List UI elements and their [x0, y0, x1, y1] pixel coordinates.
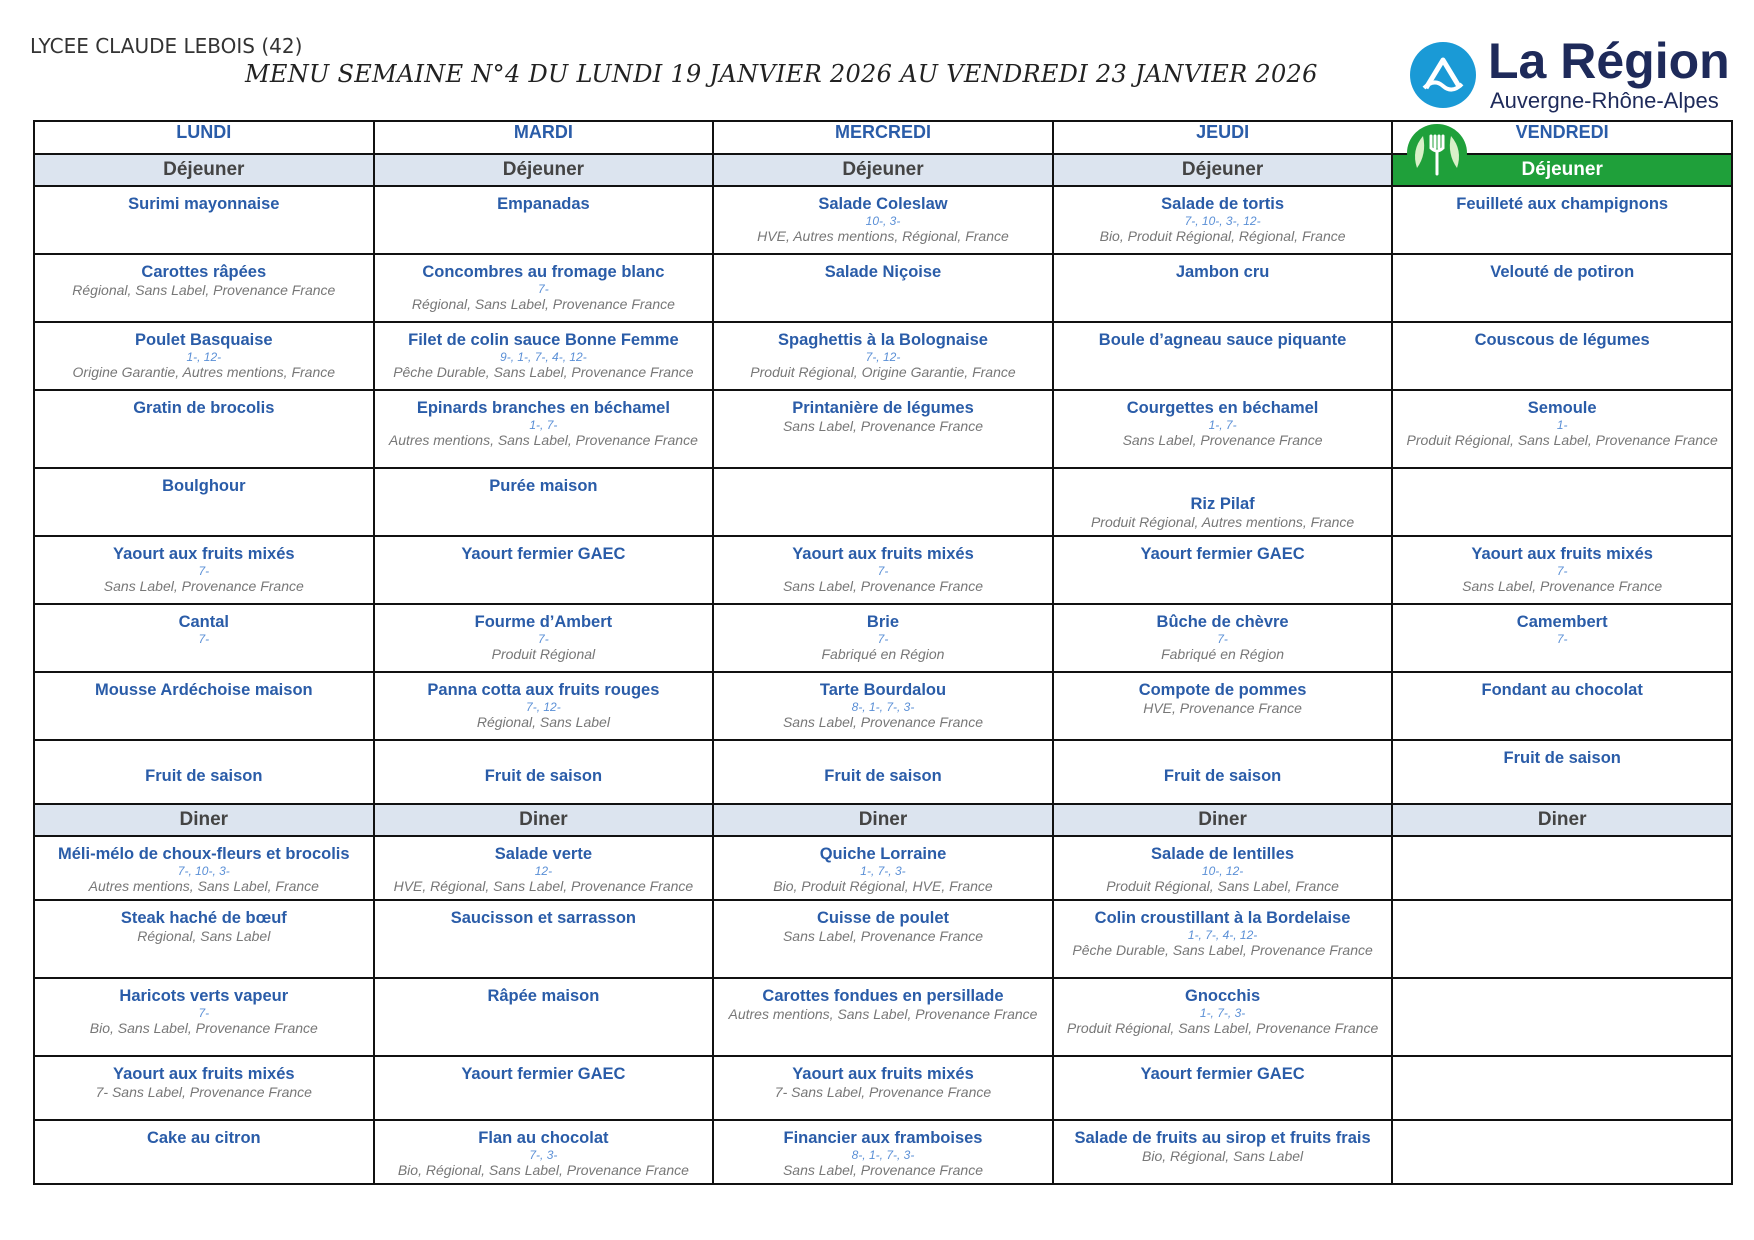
- region-logo: [1410, 33, 1740, 118]
- menu-cell: [713, 468, 1053, 536]
- dish-name: Salade de fruits au sirop et fruits frais: [1074, 1129, 1371, 1147]
- dish-name: Filet de colin sauce Bonne Femme: [408, 331, 679, 349]
- dish-name: Yaourt fermier GAEC: [1140, 545, 1305, 563]
- allergens: 8-, 1-, 7-, 3-: [851, 1148, 915, 1162]
- dinner-course-row: [34, 1120, 1732, 1184]
- dish-name: Gratin de brocolis: [133, 399, 275, 417]
- dinner-section-row: [34, 804, 1732, 836]
- dish-name: Yaourt aux fruits mixés: [1471, 545, 1653, 563]
- menu-cell: [1392, 740, 1732, 804]
- menu-cell: [713, 836, 1053, 900]
- menu-cell: [34, 1120, 374, 1184]
- menu-cell: [713, 186, 1053, 254]
- dish-name: Salade de tortis: [1161, 195, 1285, 213]
- menu-cell: [1053, 186, 1393, 254]
- menu-cell: [1053, 1120, 1393, 1184]
- menu-cell: [713, 1120, 1053, 1184]
- dinner-label: Diner: [34, 804, 374, 836]
- origin-labels: Bio, Régional, Sans Label: [1142, 1148, 1304, 1164]
- allergens: 10-, 3-: [865, 214, 901, 228]
- origin-labels: Régional, Sans Label, Provenance France: [72, 282, 336, 298]
- menu-cell: [1053, 468, 1393, 536]
- menu-cell: [34, 604, 374, 672]
- allergens: 1-, 7-, 3-: [1199, 1006, 1246, 1020]
- origin-labels: Sans Label, Provenance France: [782, 928, 983, 944]
- region-logo-subtitle: Auvergne-Rhône-Alpes: [1490, 88, 1719, 113]
- dish-name: Carottes fondues en persillade: [762, 987, 1004, 1005]
- dish-name: Yaourt aux fruits mixés: [113, 1065, 295, 1083]
- dish-name: Fruit de saison: [145, 767, 263, 785]
- menu-cell: [34, 254, 374, 322]
- dish-name: Salade Coleslaw: [818, 195, 948, 213]
- dish-name: Carottes râpées: [141, 263, 267, 281]
- allergens: 1-, 12-: [186, 350, 222, 364]
- menu-cell: [374, 186, 714, 254]
- menu-cell: [1392, 978, 1732, 1056]
- lunch-course-row: [34, 186, 1732, 254]
- menu-cell: [1053, 536, 1393, 604]
- origin-labels: HVE, Régional, Sans Label, Provenance France: [393, 878, 694, 894]
- dinner-label: Diner: [1053, 804, 1393, 836]
- menu-cell: [34, 900, 374, 978]
- menu-cell: [1392, 1120, 1732, 1184]
- allergens: 7-, 3-: [529, 1148, 558, 1162]
- menu-cell: [1053, 322, 1393, 390]
- day-header-mercredi: MERCREDI: [713, 121, 1053, 154]
- dish-name: Bûche de chèvre: [1156, 613, 1289, 631]
- dish-name: Yaourt aux fruits mixés: [792, 545, 974, 563]
- dish-name: Yaourt fermier GAEC: [461, 545, 626, 563]
- origin-labels: Origine Garantie, Autres mentions, France: [72, 364, 336, 380]
- menu-cell: [34, 390, 374, 468]
- menu-cell: [1392, 322, 1732, 390]
- day-header-jeudi: JEUDI: [1053, 121, 1393, 154]
- dish-name: Cantal: [178, 613, 230, 631]
- dish-name: Fruit de saison: [824, 767, 942, 785]
- dish-name: Fondant au chocolat: [1481, 681, 1643, 699]
- dish-name: Semoule: [1527, 399, 1597, 417]
- origin-labels: Bio, Régional, Sans Label, Provenance France: [397, 1162, 689, 1178]
- menu-table: [33, 120, 1733, 1185]
- dish-name: Panna cotta aux fruits rouges: [427, 681, 660, 699]
- dish-name: Epinards branches en béchamel: [416, 399, 670, 417]
- dish-name: Brie: [866, 613, 900, 631]
- allergens: 7-: [198, 564, 210, 578]
- lunch-course-row: [34, 468, 1732, 536]
- dish-name: Feuilleté aux champignons: [1456, 195, 1669, 213]
- dinner-course-row: [34, 836, 1732, 900]
- dish-name: Yaourt aux fruits mixés: [113, 545, 295, 563]
- school-name: LYCEE CLAUDE LEBOIS (42): [30, 34, 303, 58]
- menu-cell: [374, 1120, 714, 1184]
- menu-title: MENU SEMAINE N°4 DU LUNDI 19 JANVIER 2026 AU VENDREDI 23 JANVIER 2026: [245, 60, 1318, 88]
- allergens: 7-: [198, 632, 210, 646]
- dish-name: Velouté de potiron: [1490, 263, 1635, 281]
- origin-labels: Fabriqué en Région: [821, 646, 945, 662]
- lunch-course-row: [34, 254, 1732, 322]
- menu-cell: [374, 322, 714, 390]
- origin-labels: Produit Régional, Sans Label, France: [1106, 878, 1339, 894]
- allergens: 7-, 12-: [526, 700, 561, 714]
- menu-cell: [1392, 254, 1732, 322]
- menu-cell: [713, 390, 1053, 468]
- origin-labels: Pêche Durable, Sans Label, Provenance France: [1072, 942, 1373, 958]
- dinner-course-row: [34, 978, 1732, 1056]
- allergens: 1-, 7-, 3-: [860, 864, 906, 878]
- dinner-label: Diner: [713, 804, 1053, 836]
- menu-cell: [34, 322, 374, 390]
- dish-name: Yaourt fermier GAEC: [1140, 1065, 1305, 1083]
- menu-cell: [1392, 604, 1732, 672]
- allergens: 7-: [1217, 632, 1228, 646]
- origin-labels: Sans Label, Provenance France: [782, 714, 983, 730]
- menu-cell: [1053, 900, 1393, 978]
- menu-cell: [713, 322, 1053, 390]
- dish-name: Empanadas: [497, 195, 590, 213]
- dish-name: Courgettes en béchamel: [1126, 399, 1319, 417]
- dish-name: Yaourt fermier GAEC: [461, 1065, 626, 1083]
- lunch-course-row: [34, 672, 1732, 740]
- allergens: 10-, 12-: [1201, 864, 1244, 878]
- day-header-mardi: MARDI: [374, 121, 714, 154]
- origin-labels: Bio, Produit Régional, HVE, France: [773, 878, 993, 894]
- menu-cell: [1392, 390, 1732, 468]
- menu-cell: [1392, 186, 1732, 254]
- allergens: 7-, 10-, 3-: [177, 864, 230, 878]
- vegetarian-fork-icon: [1407, 124, 1467, 182]
- dish-name: Flan au chocolat: [478, 1129, 609, 1147]
- origin-labels: Sans Label, Provenance France: [782, 578, 983, 594]
- menu-cell: [1053, 254, 1393, 322]
- menu-cell: [1392, 468, 1732, 536]
- allergens: 9-, 1-, 7-, 4-, 12-: [500, 350, 587, 364]
- dish-name: Surimi mayonnaise: [128, 195, 280, 213]
- menu-cell: [713, 536, 1053, 604]
- dish-name: Mousse Ardéchoise maison: [94, 681, 313, 699]
- menu-cell: [374, 390, 714, 468]
- allergens: 7-: [1556, 632, 1568, 646]
- allergens: 7-: [198, 1006, 210, 1020]
- menu-cell: [1392, 1056, 1732, 1120]
- menu-cell: [374, 468, 714, 536]
- menu-cell: [713, 604, 1053, 672]
- dinner-course-row: [34, 1056, 1732, 1120]
- dish-name: Couscous de légumes: [1474, 331, 1650, 349]
- origin-labels: Bio, Produit Régional, Régional, France: [1099, 228, 1346, 244]
- menu-cell: [713, 1056, 1053, 1120]
- day-header-vendredi: VENDREDI: [1392, 121, 1732, 154]
- menu-cell: [34, 836, 374, 900]
- menu-cell: [374, 900, 714, 978]
- dish-name: Poulet Basquaise: [135, 331, 273, 349]
- menu-cell: [34, 1056, 374, 1120]
- menu-cell: [374, 836, 714, 900]
- origin-labels: Sans Label, Provenance France: [103, 578, 304, 594]
- menu-cell: [1053, 604, 1393, 672]
- menu-cell: [374, 1056, 714, 1120]
- dish-name: Salade verte: [494, 845, 592, 863]
- lunch-course-row: [34, 536, 1732, 604]
- allergens: 7-: [877, 564, 889, 578]
- menu-cell: [1053, 390, 1393, 468]
- dish-name: Saucisson et sarrasson: [450, 909, 637, 927]
- allergens: 1-, 7-, 4-, 12-: [1187, 928, 1258, 942]
- origin-labels: Produit Régional: [491, 646, 596, 662]
- dish-name: Tarte Bourdalou: [819, 681, 947, 699]
- dish-name: Concombres au fromage blanc: [422, 263, 665, 281]
- menu-cell: [1392, 900, 1732, 978]
- menu-cell: [1053, 836, 1393, 900]
- dish-name: Fruit de saison: [484, 767, 603, 785]
- menu-cell: [34, 186, 374, 254]
- origin-labels: Autres mentions, Sans Label, France: [88, 878, 319, 894]
- menu-cell: [34, 740, 374, 804]
- origin-labels: Régional, Sans Label, Provenance France: [411, 296, 675, 312]
- lunch-section-row: [34, 154, 1732, 186]
- lunch-label: Déjeuner: [1053, 154, 1393, 186]
- dish-name: Colin croustillant à la Bordelaise: [1094, 909, 1351, 927]
- lunch-course-row: [34, 604, 1732, 672]
- dish-name: Purée maison: [489, 477, 598, 495]
- dish-name: Spaghettis à la Bolognaise: [778, 331, 988, 349]
- origin-labels: Produit Régional, Sans Label, Provenance France: [1066, 1020, 1379, 1036]
- origin-labels: HVE, Autres mentions, Régional, France: [757, 228, 1009, 244]
- menu-cell: [374, 672, 714, 740]
- origin-labels: Autres mentions, Sans Label, Provenance France: [388, 432, 698, 448]
- allergens: 12-: [534, 864, 553, 878]
- menu-cell: [713, 672, 1053, 740]
- dish-name: Jambon cru: [1175, 263, 1270, 281]
- lunch-label: Déjeuner: [713, 154, 1053, 186]
- allergens: 7-, 10-, 3-, 12-: [1184, 214, 1261, 228]
- origin-labels: Sans Label, Provenance France: [782, 418, 983, 434]
- menu-cell: [1053, 740, 1393, 804]
- origin-labels: Pêche Durable, Sans Label, Provenance France: [393, 364, 694, 380]
- origin-labels: Bio, Sans Label, Provenance France: [89, 1020, 318, 1036]
- menu-cell: [713, 740, 1053, 804]
- menu-cell: [713, 900, 1053, 978]
- lunch-course-row: [34, 740, 1732, 804]
- allergens: 1-, 7-: [529, 418, 558, 432]
- menu-cell: [374, 740, 714, 804]
- dish-name: Cake au citron: [146, 1129, 261, 1147]
- menu-cell: [713, 254, 1053, 322]
- origin-labels: Sans Label, Provenance France: [782, 1162, 983, 1178]
- menu-cell: [1392, 672, 1732, 740]
- dish-name: Gnocchis: [1184, 987, 1261, 1005]
- dish-name: Boule d’agneau sauce piquante: [1098, 331, 1347, 349]
- dinner-label: Diner: [374, 804, 714, 836]
- dish-name: Salade Niçoise: [824, 263, 942, 281]
- day-header-lundi: LUNDI: [34, 121, 374, 154]
- lunch-course-row: [34, 322, 1732, 390]
- menu-cell: [374, 536, 714, 604]
- dish-name: Financier aux framboises: [783, 1129, 983, 1147]
- region-logo-name: La Région: [1488, 33, 1730, 89]
- origin-labels: HVE, Provenance France: [1143, 700, 1302, 716]
- origin-labels: 7- Sans Label, Provenance France: [95, 1084, 312, 1100]
- origin-labels: Fabriqué en Région: [1161, 646, 1285, 662]
- dish-name: Râpée maison: [487, 987, 600, 1005]
- menu-cell: [1053, 978, 1393, 1056]
- origin-labels: 7- Sans Label, Provenance France: [774, 1084, 992, 1100]
- lunch-label: Déjeuner: [1392, 154, 1732, 186]
- menu-cell: [374, 604, 714, 672]
- dish-name: Yaourt aux fruits mixés: [792, 1065, 974, 1083]
- menu-cell: [34, 978, 374, 1056]
- dinner-label: Diner: [1392, 804, 1732, 836]
- menu-cell: [34, 468, 374, 536]
- lunch-course-row: [34, 390, 1732, 468]
- dish-name: Printanière de légumes: [792, 399, 974, 417]
- dish-name: Boulghour: [162, 477, 246, 495]
- lunch-label: Déjeuner: [34, 154, 374, 186]
- dish-name: Fruit de saison: [1163, 767, 1282, 785]
- origin-labels: Produit Régional, Sans Label, Provenance France: [1406, 432, 1718, 448]
- origin-labels: Produit Régional, Autres mentions, France: [1090, 514, 1355, 530]
- dish-name: Camembert: [1516, 613, 1608, 631]
- allergens: 1-: [1556, 418, 1568, 432]
- menu-cell: [34, 672, 374, 740]
- origin-labels: Produit Régional, Origine Garantie, France: [750, 364, 1016, 380]
- menu-cell: [374, 978, 714, 1056]
- allergens: 7-, 12-: [865, 350, 901, 364]
- dish-name: Cuisse de poulet: [816, 909, 949, 927]
- origin-labels: Régional, Sans Label: [476, 714, 610, 730]
- allergens: 7-: [538, 632, 549, 646]
- menu-cell: [1053, 1056, 1393, 1120]
- menu-cell: [713, 978, 1053, 1056]
- dinner-course-row: [34, 900, 1732, 978]
- region-logo-icon: [1410, 42, 1476, 108]
- menu-cell: [1392, 536, 1732, 604]
- menu-cell: [34, 536, 374, 604]
- menu-cell: [374, 254, 714, 322]
- origin-labels: Autres mentions, Sans Label, Provenance France: [728, 1006, 1038, 1022]
- dish-name: Haricots verts vapeur: [119, 987, 289, 1005]
- dish-name: Steak haché de bœuf: [120, 909, 287, 927]
- allergens: 7-: [538, 282, 549, 296]
- menu-cell: [1053, 672, 1393, 740]
- dish-name: Quiche Lorraine: [819, 845, 947, 863]
- lunch-label: Déjeuner: [374, 154, 714, 186]
- dish-name: Fruit de saison: [1503, 749, 1621, 767]
- menu-cell: [1392, 836, 1732, 900]
- dish-name: Compote de pommes: [1138, 681, 1307, 699]
- origin-labels: Sans Label, Provenance France: [1462, 578, 1663, 594]
- dish-name: Méli-mélo de choux-fleurs et brocolis: [58, 845, 350, 863]
- dish-name: Riz Pilaf: [1190, 495, 1255, 513]
- dish-name: Fourme d’Ambert: [474, 613, 613, 631]
- allergens: 7-: [877, 632, 889, 646]
- dish-name: Salade de lentilles: [1151, 845, 1295, 863]
- allergens: 1-, 7-: [1208, 418, 1237, 432]
- origin-labels: Sans Label, Provenance France: [1122, 432, 1323, 448]
- origin-labels: Régional, Sans Label: [137, 928, 271, 944]
- allergens: 7-: [1556, 564, 1568, 578]
- allergens: 8-, 1-, 7-, 3-: [851, 700, 915, 714]
